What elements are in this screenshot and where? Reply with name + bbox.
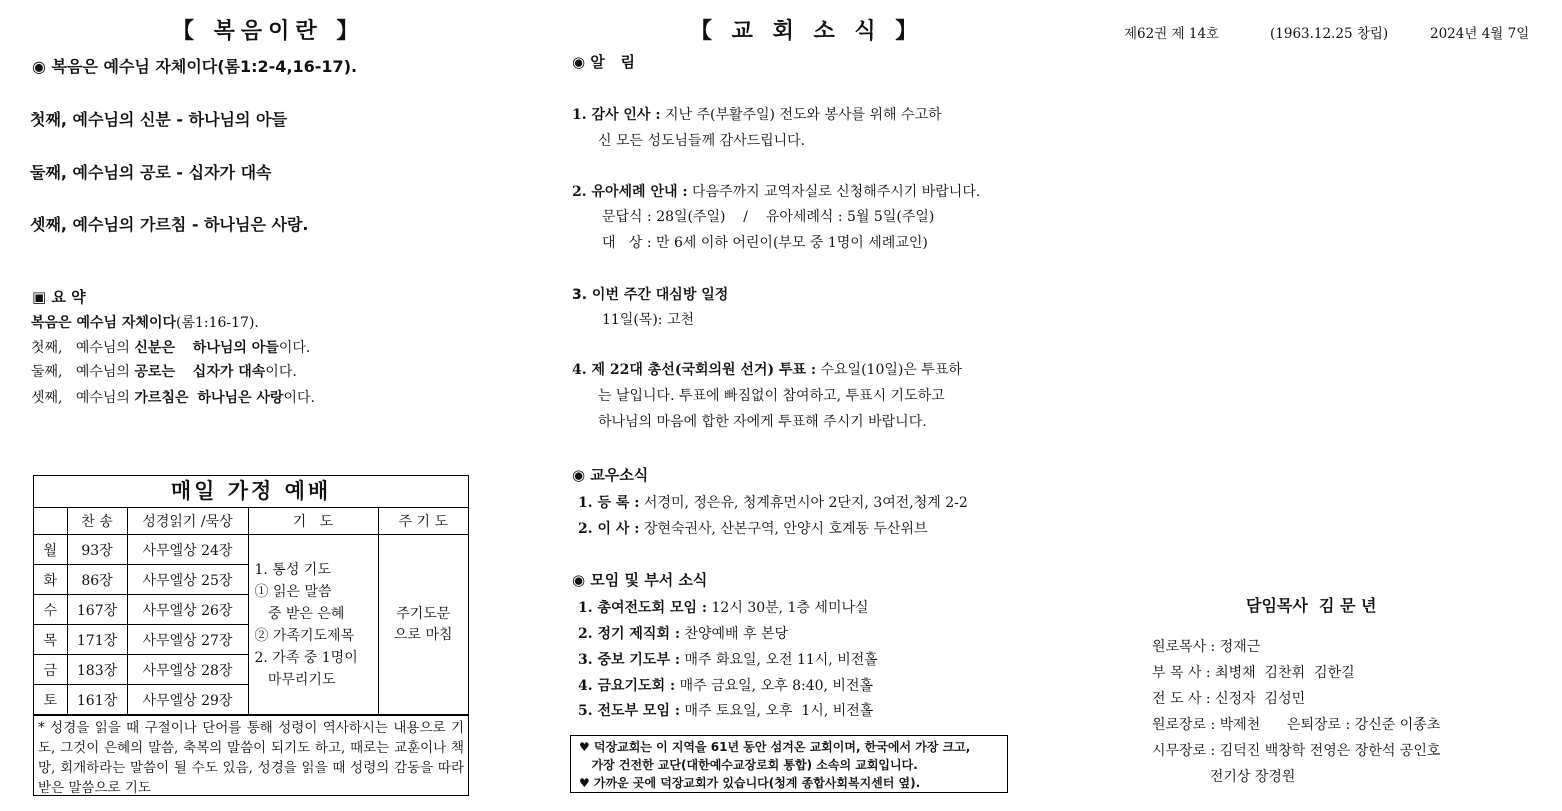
notice-2: 2. 유아세례 안내 : 다음주까지 교역자실로 신청해주시기 바랍니다. [572, 184, 981, 200]
gospel-point-3: 셋째, 예수님의 가르침 - 하나님은 사랑. [30, 215, 309, 234]
day-cell: 금 [34, 655, 67, 685]
table-row [34, 535, 468, 565]
day-cell: 목 [34, 625, 67, 655]
notice-1-line-2: 신 모든 성도님들께 감사드립니다. [598, 133, 806, 149]
prayer-line: 1. 통성 기도 [254, 561, 331, 578]
reading-cell: 사무엘상 25장 [127, 565, 248, 595]
daily-worship-table [33, 475, 469, 796]
hymn-cell: 171장 [67, 625, 127, 655]
worship-title: 매일 가정 예배 [34, 476, 468, 508]
publication-date: 2024년 4월 7일 [1430, 26, 1530, 42]
founded-date: (1963.12.25 창립) [1270, 26, 1389, 42]
worship-grid [34, 508, 468, 715]
hymn-cell: 93장 [67, 535, 127, 565]
meeting-item: 5. 전도부 모임 : 매주 토요일, 오후 1시, 비전홀 [578, 703, 874, 719]
reading-cell: 사무엘상 28장 [127, 655, 248, 685]
notice-4-line-2: 는 날입니다. 투표에 빠짐없이 참여하고, 투표시 기도하고 [598, 388, 945, 404]
reading-cell: 사무엘상 26장 [127, 595, 248, 625]
meeting-item: 3. 중보 기도부 : 매주 화요일, 오전 11시, 비전홀 [578, 652, 878, 668]
notices-heading: ◉ 알 림 [572, 53, 635, 71]
table-header-cell: 성경읽기 /묵상 [127, 508, 248, 535]
gospel-headline: ◉ 복음은 예수님 자체이다(롬1:2-4,16-17). [32, 57, 358, 76]
notice-3: 3. 이번 주간 대심방 일정 [572, 287, 729, 303]
senior-pastor: 담임목사 김 문 년 [1246, 596, 1377, 615]
notice-4-line-3: 하나님의 마음에 합한 자에게 투표해 주시기 바랍니다. [598, 414, 927, 430]
intro-line: 가장 건전한 교단(대한예수교장로회 통합) 소속의 교회입니다. [579, 758, 918, 772]
notice-1: 1. 감사 인사 : 지난 주(부활주일) 전도와 봉사를 위해 수고하 [572, 107, 942, 123]
staff-line: 시무장로 : 김덕진 백창학 전영은 장한석 공인호 [1152, 743, 1441, 759]
notice-4: 4. 제 22대 총선(국회의원 선거) 투표 : 수요일(10일)은 투표하 [572, 362, 962, 378]
prayer-line: 중 받은 은혜 [254, 605, 345, 622]
notice-3-line-2: 11일(목): 고천 [602, 312, 695, 328]
hymn-cell: 167장 [67, 595, 127, 625]
meeting-item: 1. 총여전도회 모임 : 12시 30분, 1층 세미나실 [578, 600, 869, 616]
meetings-heading: ◉ 모임 및 부서 소식 [572, 571, 708, 589]
gospel-point-1: 첫째, 예수님의 신분 - 하나님의 아들 [30, 110, 287, 129]
notice-2-line-2: 문답식 : 28일(주일) / 유아세례식 : 5월 5일(주일) [602, 209, 935, 225]
prayer-line: ① 읽은 말씀 [254, 583, 332, 600]
staff-line: 원로목사 : 정재근 [1152, 639, 1261, 655]
day-cell: 수 [34, 595, 67, 625]
summary-line-2: 첫째, 예수님의 신분은 하나님의 아들이다. [31, 340, 311, 356]
reading-cell: 사무엘상 29장 [127, 685, 248, 715]
table-header-cell [34, 508, 67, 535]
staff-line: 전 도 사 : 신정자 김성민 [1152, 691, 1306, 707]
intro-line: ♥ 덕장교회는 이 지역을 61년 동안 섬겨온 교회이며, 한국에서 가장 크고, [579, 740, 971, 754]
meeting-item: 4. 금요기도회 : 매주 금요일, 오후 8:40, 비전홀 [578, 678, 873, 694]
lords-prayer-line: 으로 마침 [393, 626, 453, 643]
prayer-line: 2. 가족 중 1명이 [254, 649, 358, 666]
day-cell: 토 [34, 685, 67, 715]
issue-number: 제62권 제 14호 [1124, 26, 1220, 42]
lords-prayer-cell [378, 535, 468, 715]
table-header-cell: 주 기 도 [378, 508, 468, 535]
hymn-cell: 183장 [67, 655, 127, 685]
prayer-line: ② 가족기도제목 [254, 627, 355, 644]
hymn-cell: 161장 [67, 685, 127, 715]
prayer-line: 마무리기도 [254, 671, 336, 688]
notice-2-line-3: 대 상 : 만 6세 이하 어린이(부모 중 1명이 세례교인) [602, 235, 928, 251]
gospel-title: 【 복음이란 】 [172, 19, 365, 44]
staff-line: 부 목 사 : 최병채 김찬휘 김한길 [1152, 665, 1355, 681]
church-intro-box [570, 735, 1008, 793]
table-header-cell: 찬 송 [67, 508, 127, 535]
church-news-title: 【 교 회 소 식 】 [690, 19, 924, 44]
member-news-2: 2. 이 사 : 장현숙권사, 산본구역, 안양시 호계동 두산위브 [578, 521, 928, 537]
hymn-cell: 86장 [67, 565, 127, 595]
intro-line: ♥ 가까운 곳에 덕장교회가 있습니다(청계 종합사회복지센터 옆). [579, 776, 921, 790]
reading-cell: 사무엘상 27장 [127, 625, 248, 655]
staff-line: 원로장로 : 박제천 은퇴장로 : 강신준 이종초 [1152, 717, 1441, 733]
prayer-cell [248, 535, 378, 715]
member-news-1: 1. 등 록 : 서경미, 정은유, 청계휴먼시아 2단지, 3여전,청계 2-2 [578, 495, 968, 511]
day-cell: 화 [34, 565, 67, 595]
members-heading: ◉ 교우소식 [572, 466, 649, 484]
summary-line-1: 복음은 예수님 자체이다(롬1:16-17). [31, 315, 259, 331]
summary-heading: ▣ 요 약 [32, 288, 86, 306]
meeting-item: 2. 정기 제직회 : 찬양예배 후 본당 [578, 626, 789, 642]
day-cell: 월 [34, 535, 67, 565]
table-header-row [34, 508, 468, 535]
worship-note: * 성경을 읽을 때 구절이나 단어를 통해 성령이 역사하시는 내용으로 기도, 그것이 은혜의 말씀, 축복의 말씀이 되기도 하고, 때로는 교훈이나 책망, 회개하라는 말씀이 될 수도 있음, 성경을 읽을 때 성령의 감동을 따라 받은 말씀으로 기도 [34, 715, 468, 800]
summary-line-4: 셋째, 예수님의 가르침은 하나님은 사랑이다. [31, 390, 315, 406]
gospel-point-2: 둘째, 예수님의 공로 - 십자가 대속 [30, 163, 272, 182]
lords-prayer-line: 주기도문 [396, 605, 451, 622]
summary-line-3: 둘째, 예수님의 공로는 십자가 대속이다. [31, 364, 297, 380]
table-header-cell: 기 도 [248, 508, 378, 535]
staff-line: 전기상 장경원 [1152, 769, 1296, 785]
reading-cell: 사무엘상 24장 [127, 535, 248, 565]
